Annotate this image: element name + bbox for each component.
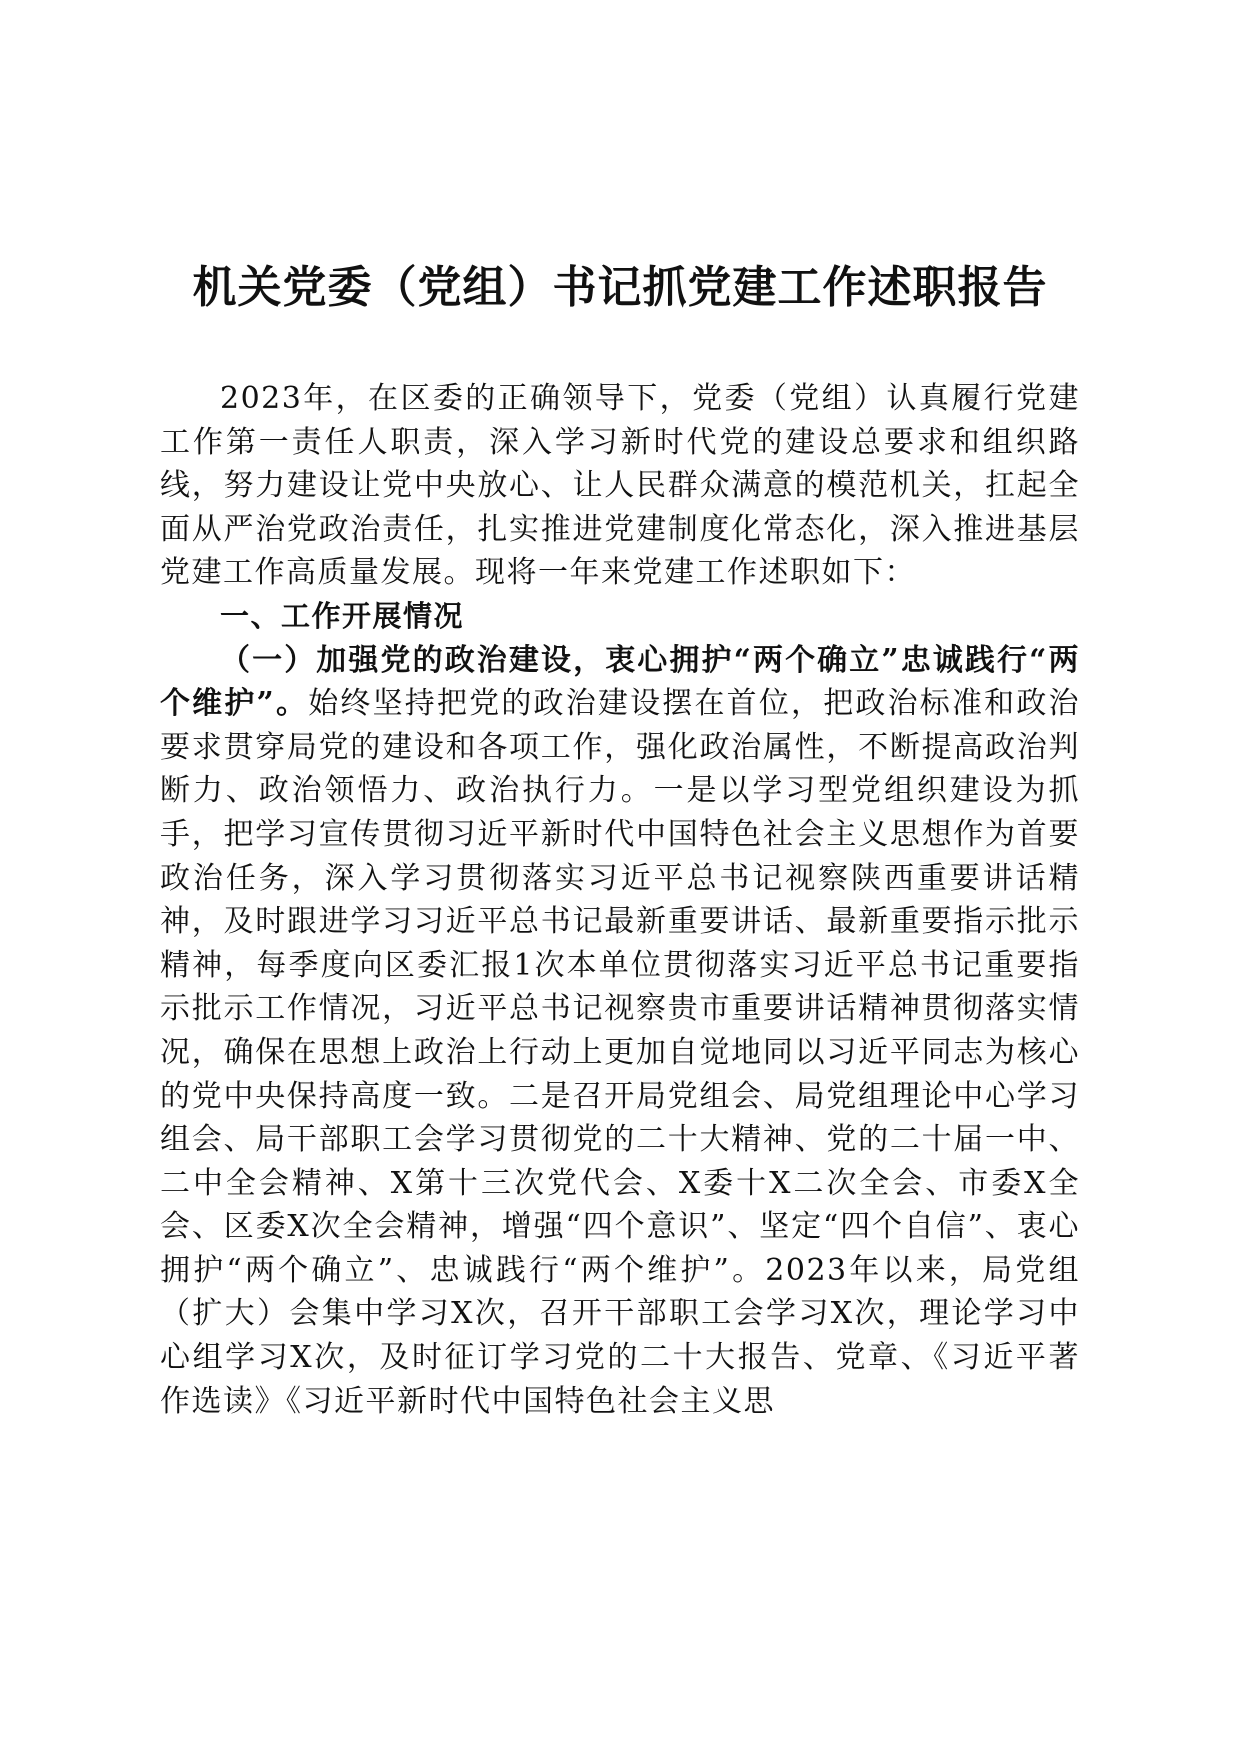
- subsection-body: 始终坚持把党的政治建设摆在首位，把政治标准和政治要求贯穿局党的建设和各项工作，强化政治属性，不断提高政治判断力、政治领悟力、政治执行力。一是以学习型党组织建设为抓手，把学习宣传贯彻习近平新时代中国特色社会主义思想作为首要政治任务，深入学习贯彻落实习近平总书记视察陕西重要讲话精神，及时跟进学习习近平总书记最新重要讲话、最新重要指示批示精神，每季度向区委汇报1次本单位贯彻落实习近平总书记重要指示批示工作情况，习近平总书记视察贵市重要讲话精神贯彻落实情况，确保在思想上政治上行动上更加自觉地同以习近平同志为核心的党中央保持高度一致。二是召开局党组会、局党组理论中心学习组会、局干部职工会学习贯彻党的二十大精神、党的二十届一中、二中全会精神、X第十三次党代会、X委十X二次全会、市委X全会、区委X次全会精神，增强“四个意识”、坚定“四个自信”、衷心拥护“两个确立”、忠诚践行“两个维护”。2023年以来，局党组（扩大）会集中学习X次，召开干部职工会学习X次，理论学习中心组学习X次，及时征订学习党的二十大报告、党章、《习近平著作选读》《习近平新时代中国特色社会主义思: [160, 686, 1081, 1419]
- section-heading-work-status: 一、工作开展情况: [220, 598, 465, 633]
- document-body: [160, 377, 1080, 1423]
- intro-paragraph: 2023年，在区委的正确领导下，党委（党组）认真履行党建工作第一责任人职责，深入学习新时代党的建设总要求和组织路线，努力建设让党中央放心、让人民群众满意的模范机关，扛起全面从严治党政治责任，扎实推进党建制度化常态化，深入推进基层党建工作高质量发展。现将一年来党建工作述职如下：: [160, 381, 1080, 591]
- subsection-paragraph: [160, 639, 1080, 1424]
- subsection-title: （一）加强党的政治建设，衷心拥护“两个确立”忠诚践行“两个维护”。: [160, 642, 1080, 722]
- document-title: 机关党委（党组）书记抓党建工作述职报告: [192, 262, 1048, 313]
